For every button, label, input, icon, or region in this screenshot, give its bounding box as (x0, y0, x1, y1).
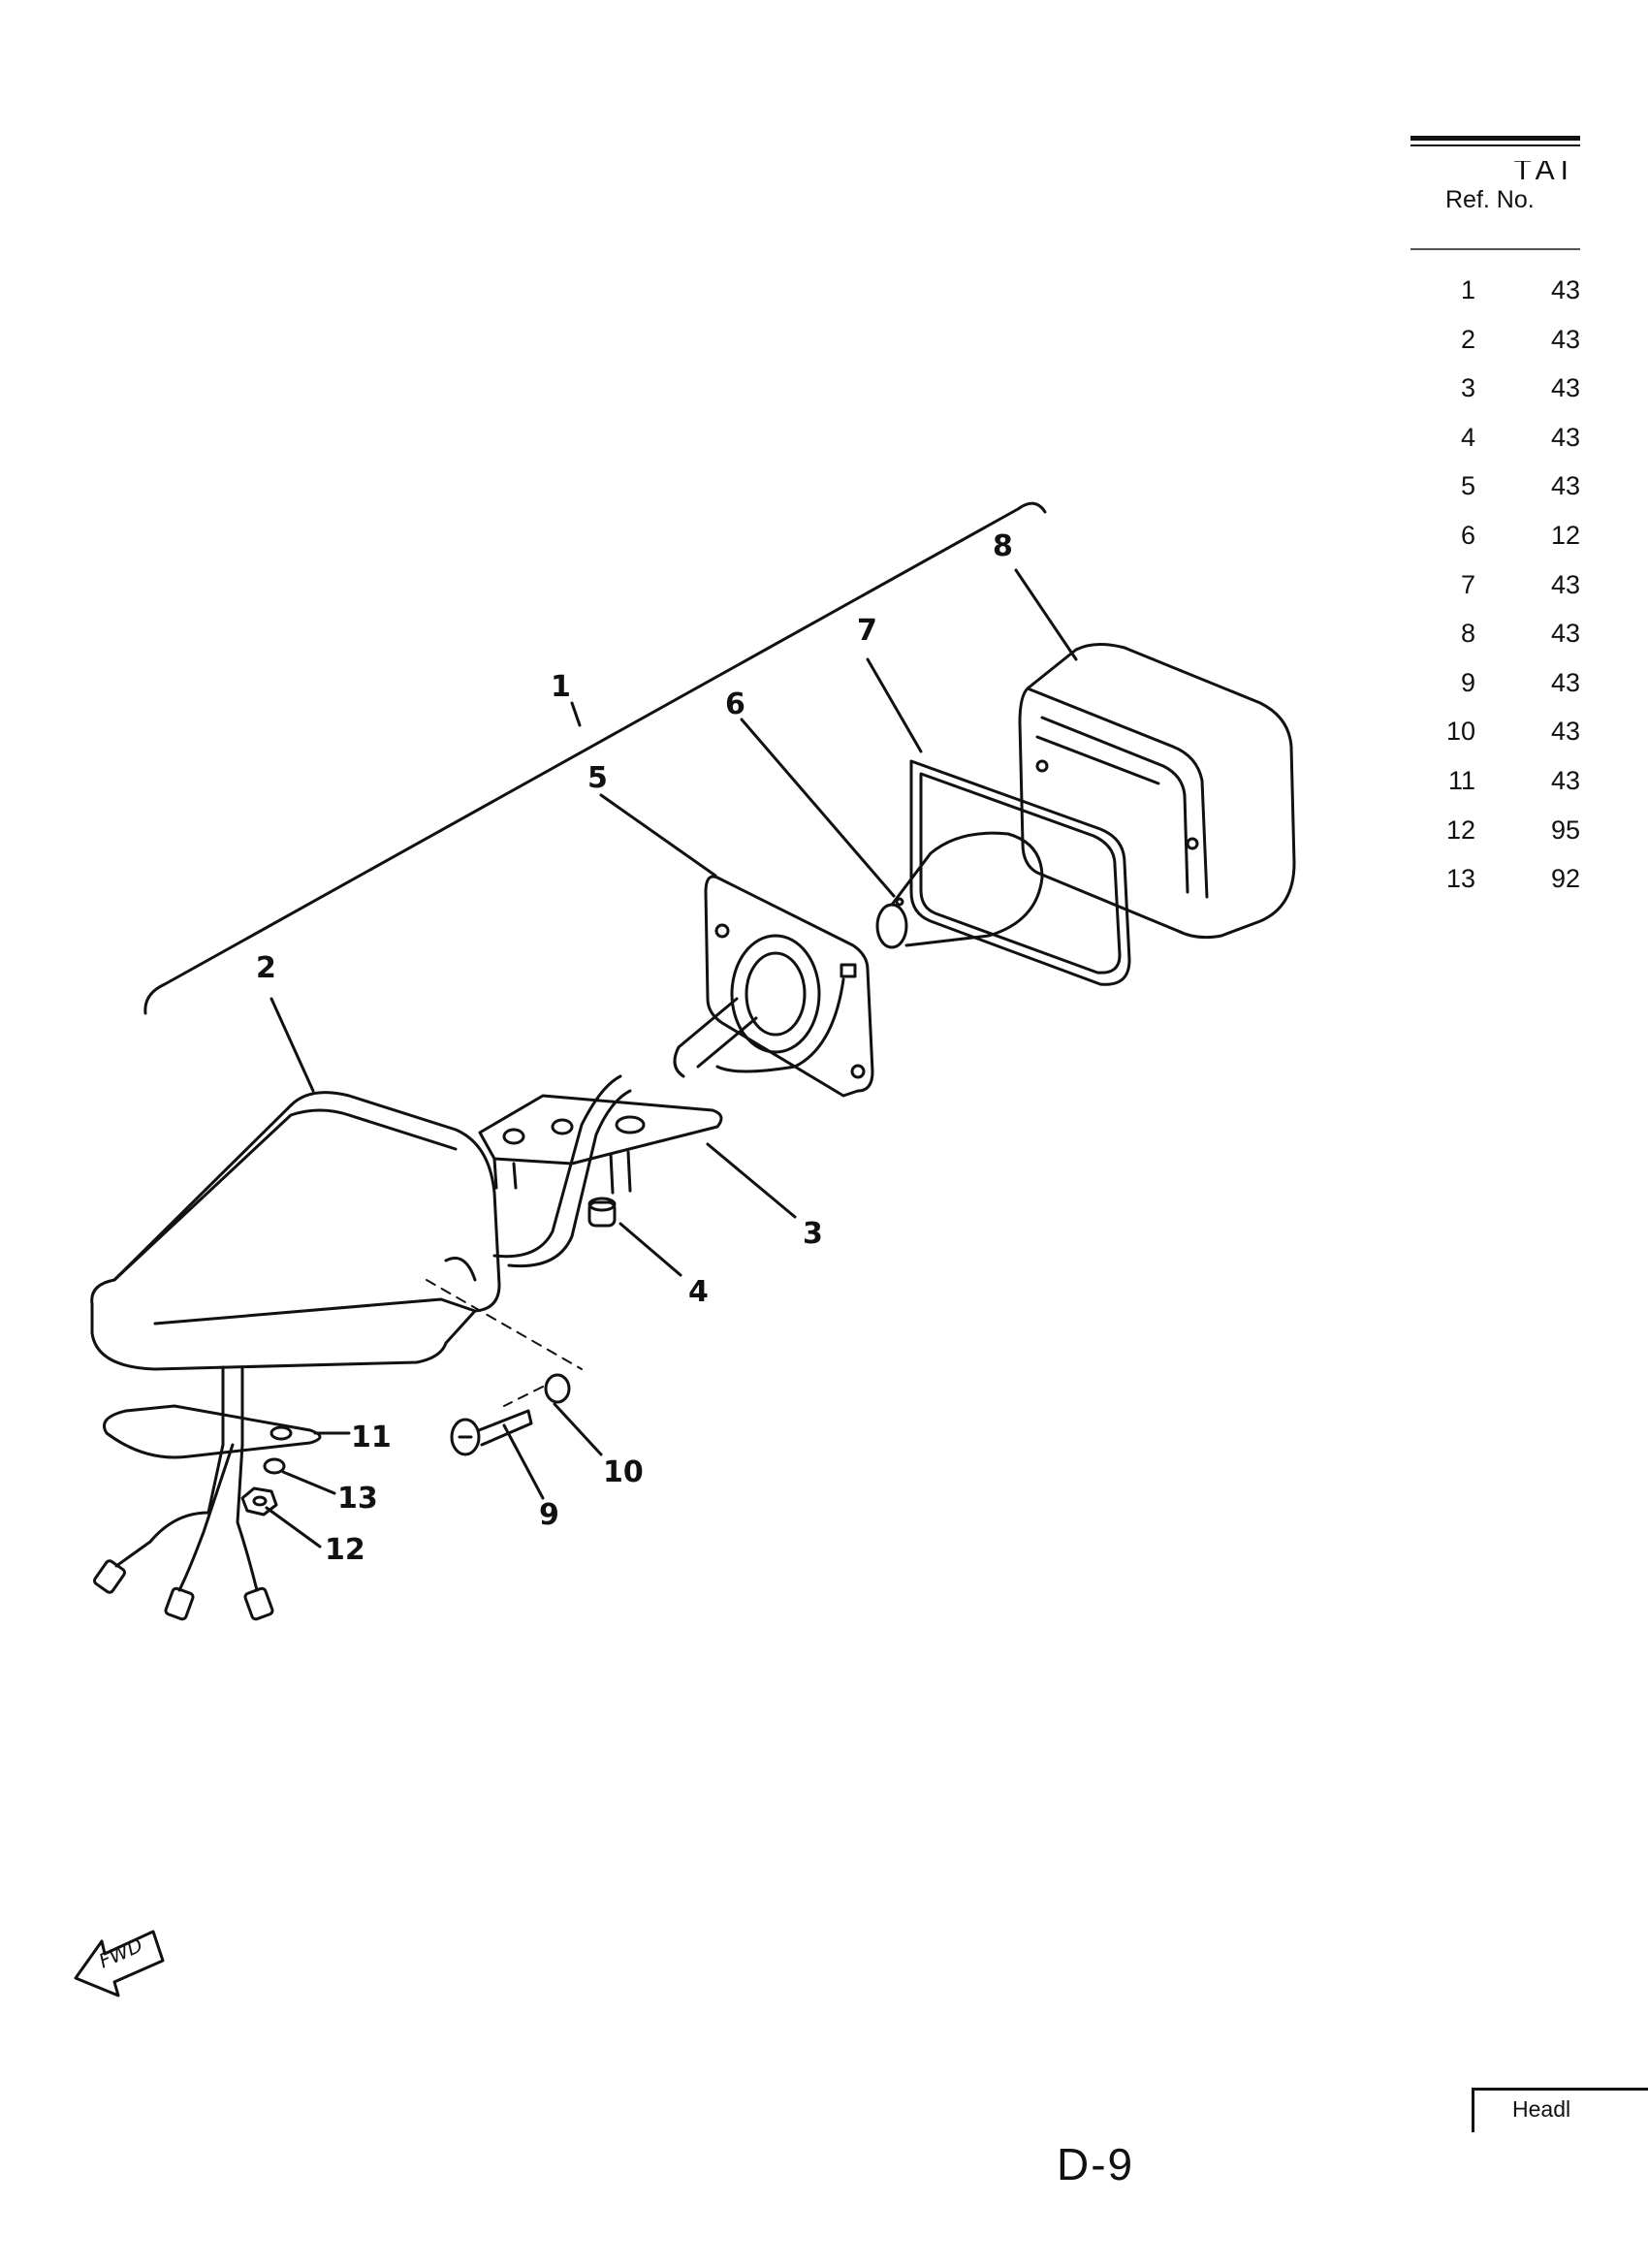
header-rule-bottom (1410, 248, 1580, 250)
part-cell: 43 (1551, 324, 1581, 354)
section-tab (1472, 2088, 1648, 2132)
part-cell: 95 (1551, 815, 1581, 845)
table-row (1410, 717, 1580, 766)
table-rows (1410, 275, 1580, 913)
lens-part (1020, 644, 1294, 937)
part-cell: 43 (1551, 422, 1581, 452)
ref-no-header: Ref. No. (1445, 186, 1535, 213)
table-row (1410, 373, 1580, 423)
table-row (1410, 864, 1580, 913)
spacer-part (589, 1198, 615, 1226)
ref-cell: 6 (1460, 520, 1475, 550)
part-cell: 43 (1551, 569, 1581, 599)
table-row (1410, 668, 1580, 718)
part-cell: 43 (1551, 667, 1581, 697)
part-cell: 43 (1551, 471, 1581, 501)
ref-cell: 2 (1460, 324, 1475, 354)
assembly-bracket (145, 503, 1045, 1013)
mount-plate-part (105, 1406, 321, 1457)
screw-part (452, 1411, 531, 1454)
section-tab-label: Headl (1512, 2096, 1571, 2122)
housing-part (92, 1093, 499, 1445)
ref-cell: 1 (1460, 275, 1475, 304)
table-row (1410, 619, 1580, 668)
table-row (1410, 423, 1580, 472)
ref-cell: 9 (1460, 667, 1475, 697)
page-number: D-9 (1057, 2139, 1135, 2189)
callout-8: 8 (993, 529, 1013, 563)
wire-harness (93, 1445, 273, 1620)
callout-13: 13 (337, 1482, 378, 1516)
ref-cell: 7 (1460, 569, 1475, 599)
ref-cell: 12 (1445, 815, 1475, 845)
table-row (1410, 815, 1580, 865)
table-row (1410, 766, 1580, 815)
ref-cell: 4 (1460, 422, 1475, 452)
callout-9: 9 (539, 1498, 559, 1532)
washer-10-part (546, 1375, 569, 1402)
ref-cell: 13 (1445, 864, 1475, 894)
table-title-fragment: TAI (1513, 161, 1574, 186)
header-rule-thin (1410, 144, 1580, 146)
fwd-label: FWD (95, 1933, 146, 1973)
table-row (1410, 521, 1580, 570)
part-cell: 12 (1551, 520, 1581, 550)
part-cell: 43 (1551, 275, 1581, 304)
table-row (1410, 275, 1580, 325)
callout-4: 4 (688, 1275, 709, 1309)
callout-12: 12 (325, 1533, 365, 1567)
bracket-plate-part (480, 1096, 721, 1193)
callout-2: 2 (256, 951, 276, 985)
callout-6: 6 (725, 687, 745, 721)
callout-1: 1 (551, 670, 571, 704)
ref-cell: 5 (1460, 471, 1475, 501)
ref-cell: 11 (1447, 765, 1475, 795)
callout-11: 11 (351, 1421, 392, 1454)
header-rule-thick (1410, 136, 1580, 141)
socket-plate-part (675, 877, 872, 1096)
callout-5: 5 (587, 761, 608, 795)
table-row (1410, 471, 1580, 521)
callout-7: 7 (857, 614, 877, 648)
callout-3: 3 (803, 1217, 823, 1251)
part-cell: 43 (1551, 373, 1581, 403)
table-row (1410, 570, 1580, 620)
ref-cell: 3 (1460, 373, 1475, 403)
part-cell: 92 (1551, 864, 1581, 894)
bulb-part (877, 833, 1042, 947)
part-cell: 43 (1551, 765, 1581, 795)
ref-cell: 10 (1445, 717, 1475, 747)
part-cell: 43 (1551, 717, 1581, 747)
callout-10: 10 (603, 1455, 644, 1489)
washer-part (265, 1459, 284, 1473)
ref-cell: 8 (1460, 619, 1475, 649)
part-cell: 43 (1551, 619, 1581, 649)
table-row (1410, 325, 1580, 374)
